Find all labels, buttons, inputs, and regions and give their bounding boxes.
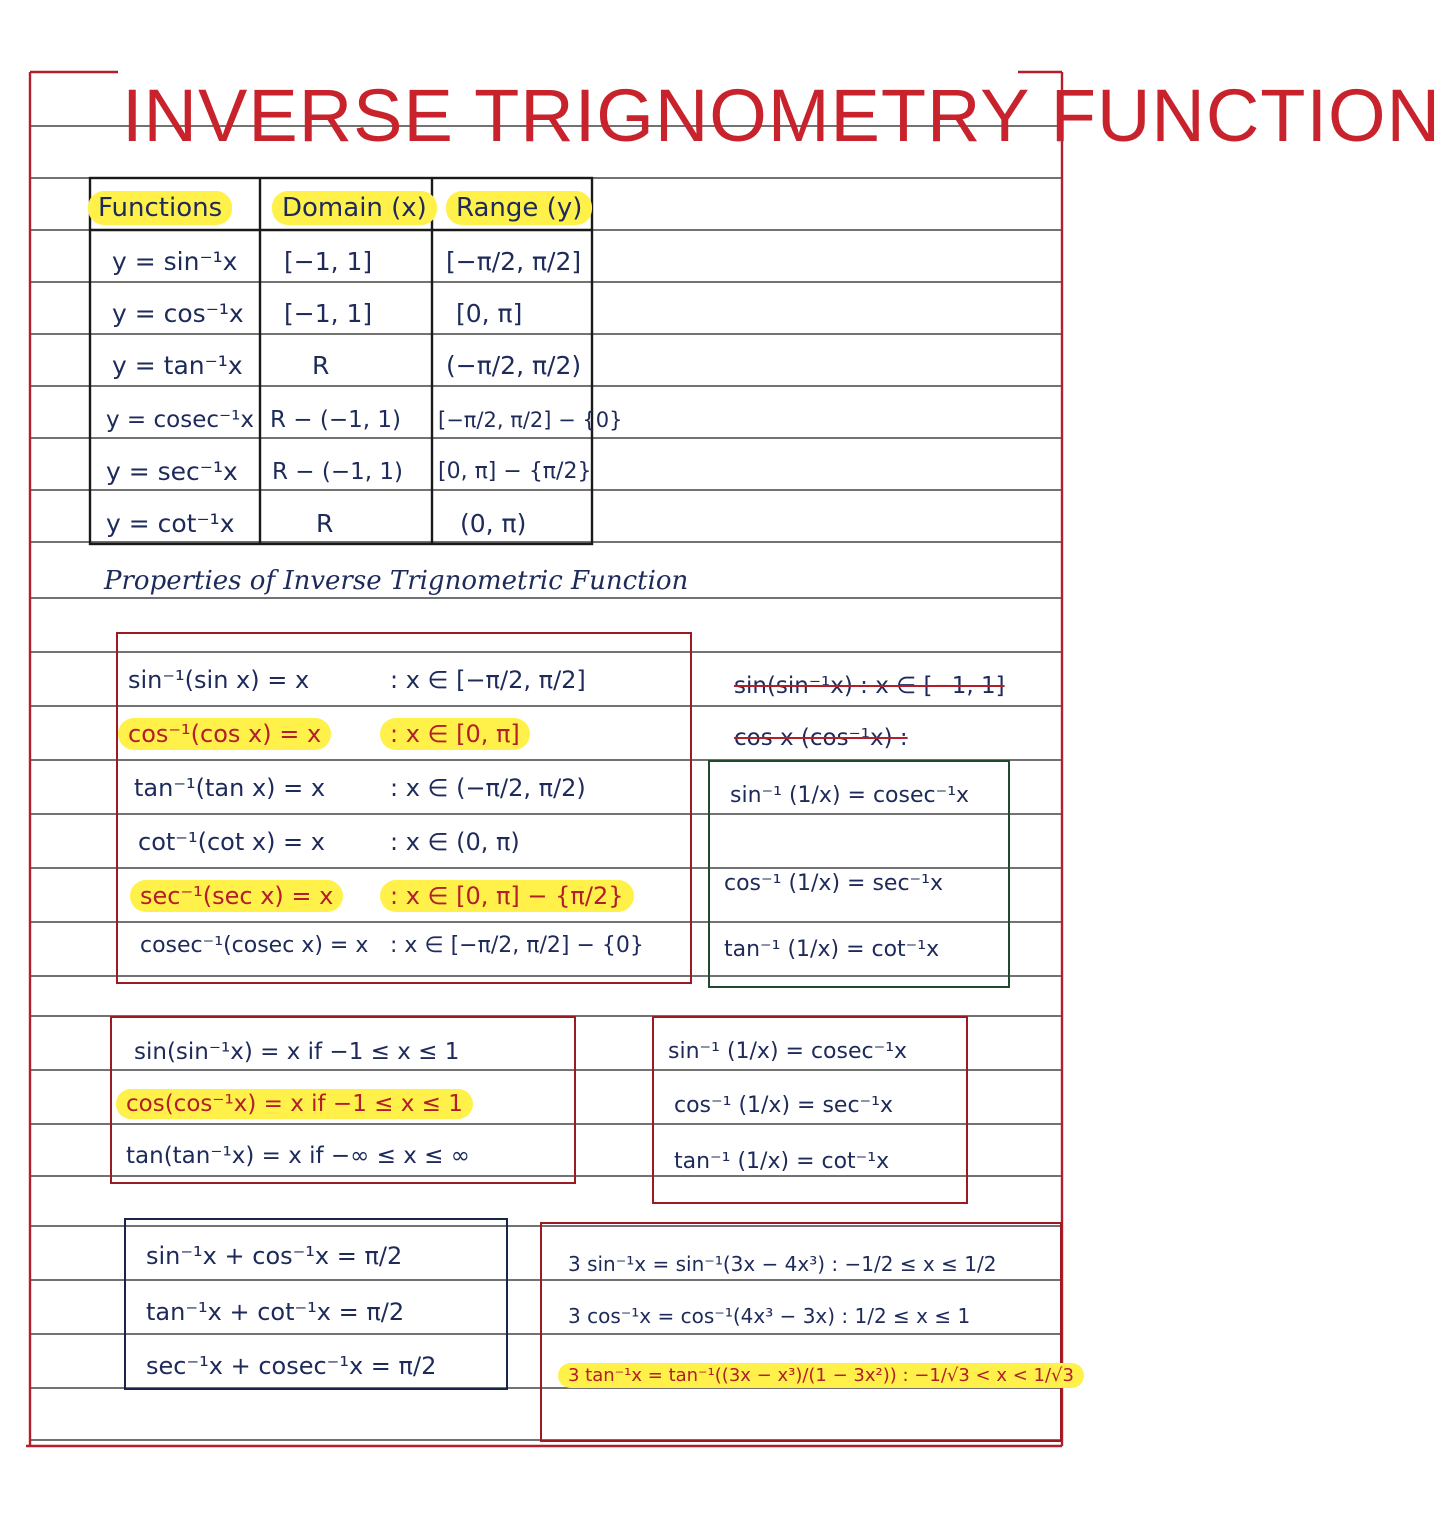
reciprocal-identity: tan⁻¹ (1/x) = cot⁻¹x bbox=[724, 937, 940, 962]
sum-identity: tan⁻¹x + cot⁻¹x = π/2 bbox=[146, 1298, 405, 1326]
property-cond: : x ∈ [0, π] − {π/2} bbox=[390, 880, 634, 912]
header-functions: Functions bbox=[98, 192, 232, 224]
property-cond: : x ∈ [0, π] bbox=[390, 718, 530, 750]
side-note-struck: sin(sin⁻¹x) : x ∈ [−1, 1] bbox=[734, 673, 1005, 699]
row-domain: R bbox=[316, 509, 334, 538]
property-lhs: cos⁻¹(cos x) = x bbox=[128, 718, 331, 750]
property-cond: : x ∈ [−π/2, π/2] − {0} bbox=[390, 933, 644, 958]
header-domain: Domain (x) bbox=[282, 192, 437, 224]
reciprocal-identity: sin⁻¹ (1/x) = cosec⁻¹x bbox=[668, 1039, 908, 1064]
property-lhs: sec⁻¹(sec x) = x bbox=[140, 880, 343, 912]
row-domain: R bbox=[312, 351, 330, 380]
property-cond: : x ∈ (0, π) bbox=[390, 828, 520, 856]
triple-identity: 3 sin⁻¹x = sin⁻¹(3x − 4x³) : −1/2 ≤ x ≤ 1/2 bbox=[568, 1252, 997, 1276]
side-note-struck: cos x (cos⁻¹x) : bbox=[734, 725, 908, 751]
row-domain: R − (−1, 1) bbox=[272, 459, 403, 485]
row-range: [−π/2, π/2] − {0} bbox=[438, 408, 623, 432]
row-fn: y = cos⁻¹x bbox=[112, 299, 244, 328]
row-fn: y = cosec⁻¹x bbox=[106, 407, 254, 433]
row-range: (−π/2, π/2) bbox=[446, 351, 582, 380]
row-range: [−π/2, π/2] bbox=[446, 247, 582, 276]
property-lhs: sin⁻¹(sin x) = x bbox=[128, 666, 310, 694]
reciprocal-identity: tan⁻¹ (1/x) = cot⁻¹x bbox=[674, 1149, 890, 1174]
property-cond: : x ∈ (−π/2, π/2) bbox=[390, 774, 586, 802]
sum-identity: sec⁻¹x + cosec⁻¹x = π/2 bbox=[146, 1352, 437, 1380]
property-lhs: tan⁻¹(tan x) = x bbox=[134, 774, 326, 802]
row-fn: y = cot⁻¹x bbox=[106, 509, 235, 538]
identity-row: tan(tan⁻¹x) = x if −∞ ≤ x ≤ ∞ bbox=[126, 1143, 470, 1169]
reciprocal-identity: sin⁻¹ (1/x) = cosec⁻¹x bbox=[730, 783, 970, 808]
row-range: [0, π] bbox=[456, 299, 523, 328]
properties-heading: Properties of Inverse Trignometric Function bbox=[104, 566, 689, 596]
row-domain: R − (−1, 1) bbox=[270, 407, 401, 433]
page-title: INVERSE TRIGNOMETRY FUNCTION bbox=[122, 74, 1441, 157]
row-domain: [−1, 1] bbox=[284, 247, 373, 276]
row-fn: y = tan⁻¹x bbox=[112, 351, 243, 380]
row-range: [0, π] − {π/2} bbox=[438, 459, 592, 484]
triple-identity: 3 cos⁻¹x = cos⁻¹(4x³ − 3x) : 1/2 ≤ x ≤ 1 bbox=[568, 1304, 971, 1328]
property-lhs: cosec⁻¹(cosec x) = x bbox=[140, 933, 369, 958]
property-cond: : x ∈ [−π/2, π/2] bbox=[390, 666, 586, 694]
identity-row: cos(cos⁻¹x) = x if −1 ≤ x ≤ 1 bbox=[126, 1088, 473, 1120]
property-lhs: cot⁻¹(cot x) = x bbox=[138, 828, 325, 856]
identity-row: sin(sin⁻¹x) = x if −1 ≤ x ≤ 1 bbox=[134, 1039, 460, 1065]
header-range: Range (y) bbox=[456, 192, 592, 224]
reciprocal-identity: cos⁻¹ (1/x) = sec⁻¹x bbox=[674, 1093, 894, 1118]
row-range: (0, π) bbox=[460, 509, 527, 538]
sum-identity: sin⁻¹x + cos⁻¹x = π/2 bbox=[146, 1242, 403, 1270]
row-fn: y = sec⁻¹x bbox=[106, 457, 238, 486]
row-domain: [−1, 1] bbox=[284, 299, 373, 328]
triple-identity: 3 tan⁻¹x = tan⁻¹((3x − x³)/(1 − 3x²)) : −1/√3 < x < 1/√3 bbox=[568, 1360, 1084, 1392]
row-fn: y = sin⁻¹x bbox=[112, 247, 238, 276]
reciprocal-identity: cos⁻¹ (1/x) = sec⁻¹x bbox=[724, 871, 944, 896]
